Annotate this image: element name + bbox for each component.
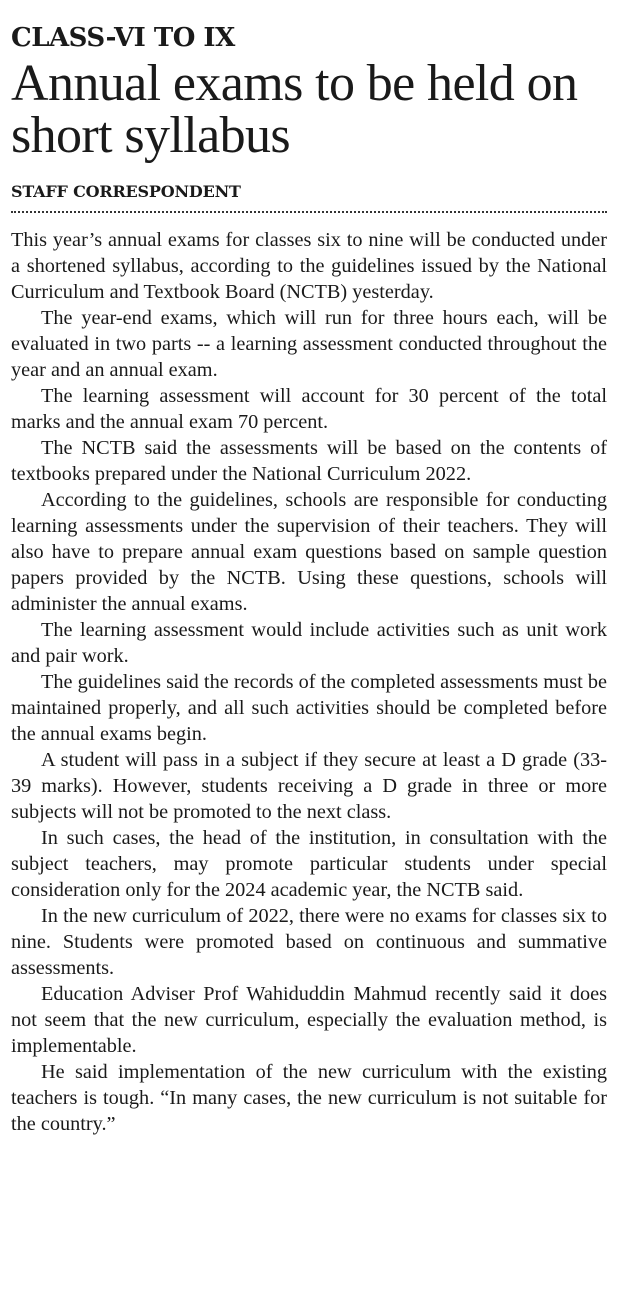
body-paragraph: The guidelines said the records of the completed assessments must be maintained properly, and all such activities should be completed before the annual exams begin. [11, 671, 607, 745]
body-paragraph: According to the guidelines, schools are responsible for conducting learning assessments under the supervision of their teachers. They will also have to prepare annual exam questions based on sample question papers provided by the NCTB. Using these questions, schools will administer the annual exams. [11, 489, 607, 615]
body-paragraph: In the new curriculum of 2022, there were no exams for classes six to nine. Students were promoted based on continuous and summative assessments. [11, 905, 607, 979]
body-paragraph: In such cases, the head of the institution, in consultation with the subject teachers, may promote particular students under special consideration only for the 2024 academic year, the NCTB said. [11, 827, 607, 901]
body-paragraph: The learning assessment would include activities such as unit work and pair work. [11, 619, 607, 667]
article-headline: Annual exams to be held on short syllabus [11, 55, 578, 164]
body-paragraph: He said implementation of the new curriculum with the existing teachers is tough. “In many cases, the new curriculum is not suitable for the country.” [11, 1061, 607, 1135]
body-paragraph: A student will pass in a subject if they secure at least a D grade (33-39 marks). However, students receiving a D grade in three or more subjects will not be promoted to the next class. [11, 749, 607, 823]
body-paragraph: The NCTB said the assessments will be based on the contents of textbooks prepared under the National Curriculum 2022. [11, 437, 607, 485]
news-article [11, 0, 607, 1137]
body-paragraph: The year-end exams, which will run for three hours each, will be evaluated in two parts -- a learning assessment conducted throughout the year and an annual exam. [11, 307, 607, 381]
dotted-divider [11, 211, 607, 213]
article-byline: STAFF CORRESPONDENT [11, 182, 241, 201]
article-kicker: CLASS-VI TO IX [11, 23, 235, 53]
body-paragraph: The learning assessment will account for 30 percent of the total marks and the annual exam 70 percent. [11, 385, 607, 433]
body-paragraph: Education Adviser Prof Wahiduddin Mahmud recently said it does not seem that the new curriculum, especially the evaluation method, is implementable. [11, 983, 607, 1057]
article-body [11, 227, 607, 1137]
body-paragraph: This year’s annual exams for classes six to nine will be conducted under a shortened syllabus, according to the guidelines issued by the National Curriculum and Textbook Board (NCTB) yesterday. [11, 229, 607, 303]
